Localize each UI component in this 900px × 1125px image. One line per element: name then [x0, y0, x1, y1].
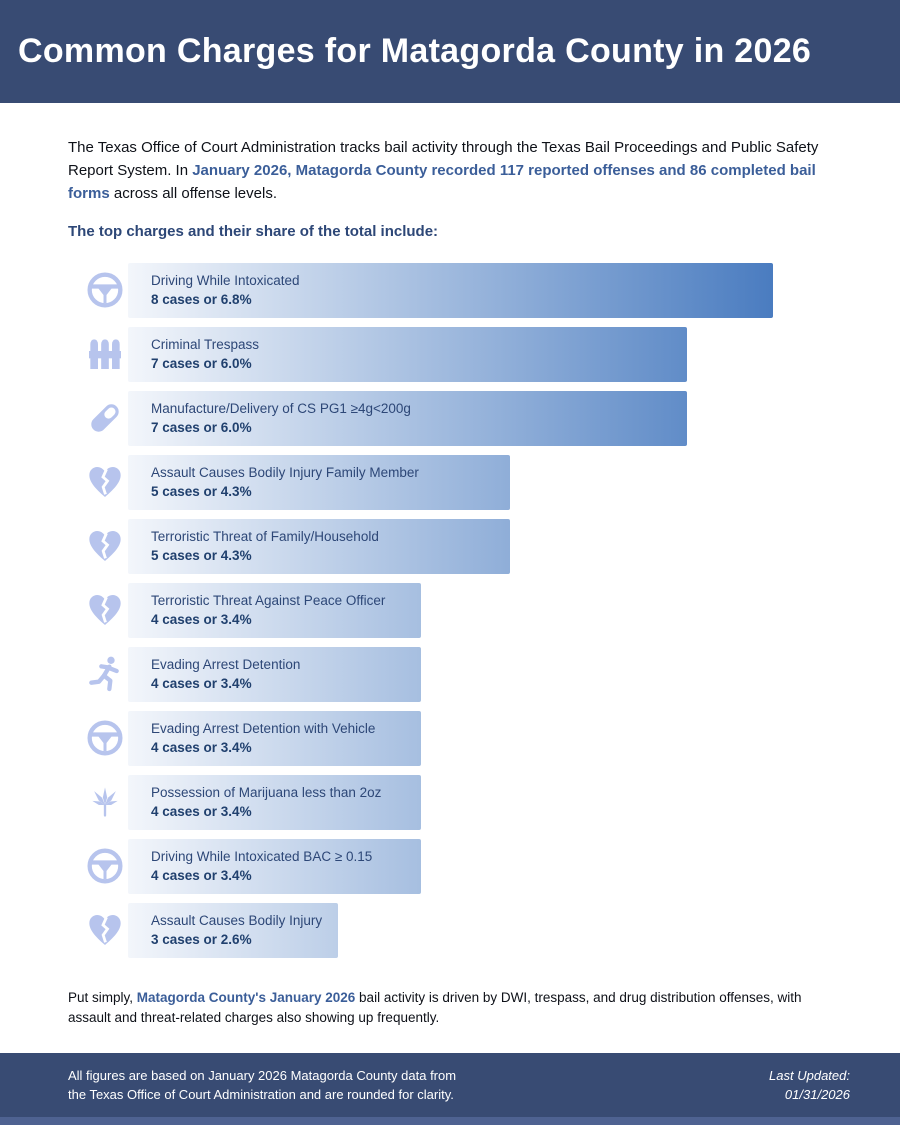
- chart-subtitle: The top charges and their share of the total include:: [68, 222, 439, 240]
- charge-bar: [128, 647, 421, 702]
- charge-bar: [128, 711, 421, 766]
- chart-row: [85, 775, 832, 830]
- charge-value: 5 cases or 4.3%: [151, 484, 252, 500]
- charge-bar: [128, 583, 421, 638]
- charge-value: 5 cases or 4.3%: [151, 548, 252, 564]
- charge-label: Driving While Intoxicated: [151, 272, 300, 288]
- footer-banner: [0, 1053, 900, 1117]
- charge-value: 3 cases or 2.6%: [151, 932, 252, 948]
- charge-bar: [128, 519, 510, 574]
- charge-bar: [128, 455, 510, 510]
- runner-icon: [85, 647, 125, 702]
- footer-last-updated: [769, 1066, 850, 1105]
- intro-highlight: January 2026, Matagorda County recorded 117 reported offenses and 86 completed bail forms: [68, 161, 816, 202]
- footer-updated-date: 01/31/2026: [784, 1087, 850, 1102]
- chart-row: [85, 263, 832, 318]
- broken-heart-icon: [85, 583, 125, 638]
- broken-heart-icon: [85, 903, 125, 958]
- charge-label: Manufacture/Delivery of CS PG1 ≥4g<200g: [151, 400, 411, 416]
- charge-label: Assault Causes Bodily Injury Family Member: [151, 464, 419, 480]
- chart-row: [85, 519, 832, 574]
- steering-wheel-icon: [85, 263, 125, 318]
- page-title: Common Charges for Matagorda County in 2026: [18, 32, 812, 70]
- chart-row: [85, 583, 832, 638]
- footer-note-line2: the Texas Office of Court Administration and are rounded for clarity.: [68, 1087, 454, 1102]
- broken-heart-icon: [85, 519, 125, 574]
- charge-value: 4 cases or 3.4%: [151, 740, 252, 756]
- chart-row: [85, 647, 832, 702]
- closing-highlight: Matagorda County's January 2026: [136, 989, 356, 1005]
- intro-text-start: The Texas Office of Court Administration tracks bail activity through the Texas Bail Proceedings and Public Safety Report System. In: [68, 139, 819, 179]
- charge-value: 4 cases or 3.4%: [151, 868, 252, 884]
- charge-value: 8 cases or 6.8%: [151, 292, 252, 308]
- chart-row: [85, 711, 832, 766]
- footer-note-line1: All figures are based on January 2026 Matagorda County data from: [68, 1067, 457, 1083]
- broken-heart-icon: [85, 455, 125, 510]
- fence-icon: [85, 327, 125, 382]
- charge-bar: [128, 775, 421, 830]
- header-banner: [0, 0, 900, 103]
- footer-note: [68, 1066, 456, 1105]
- chart-row: [85, 455, 832, 510]
- charge-value: 4 cases or 3.4%: [151, 804, 252, 820]
- closing-text-start: Put simply,: [68, 989, 137, 1005]
- charge-label: Possession of Marijuana less than 2oz: [151, 784, 382, 800]
- steering-wheel-icon: [85, 839, 125, 894]
- charge-bar: [128, 839, 421, 894]
- charge-value: 4 cases or 3.4%: [151, 676, 252, 692]
- chart-row: [85, 391, 832, 446]
- charge-value: 4 cases or 3.4%: [151, 612, 252, 628]
- intro-paragraph: [68, 137, 832, 206]
- marijuana-leaf-icon: [85, 775, 125, 830]
- intro-text-end: across all offense levels.: [109, 184, 277, 202]
- charge-bar: [128, 327, 687, 382]
- chart-row: [85, 903, 832, 958]
- pill-icon: [85, 391, 125, 446]
- main-content: [0, 103, 900, 1053]
- charge-label: Evading Arrest Detention with Vehicle: [151, 720, 376, 736]
- charge-bar: [128, 263, 773, 318]
- chart-row: [85, 327, 832, 382]
- charge-label: Terroristic Threat of Family/Household: [151, 528, 379, 544]
- charge-bar: [128, 391, 687, 446]
- bottom-accent-strip: [0, 1117, 900, 1125]
- charge-label: Driving While Intoxicated BAC ≥ 0.15: [151, 848, 373, 864]
- charge-value: 7 cases or 6.0%: [151, 420, 252, 436]
- charge-label: Evading Arrest Detention: [151, 656, 301, 672]
- charge-label: Assault Causes Bodily Injury: [151, 912, 323, 928]
- charge-bar: [128, 903, 338, 958]
- footer-updated-label: Last Updated:: [769, 1067, 850, 1083]
- closing-paragraph: [68, 988, 832, 1029]
- bar-chart: [85, 263, 832, 958]
- charge-label: Criminal Trespass: [151, 336, 260, 352]
- charge-label: Terroristic Threat Against Peace Officer: [151, 592, 386, 608]
- steering-wheel-icon: [85, 711, 125, 766]
- chart-row: [85, 839, 832, 894]
- closing-text-end: bail activity is driven by DWI, trespass, and drug distribution offenses, with assault and threat-related charges also showing up frequently.: [68, 989, 802, 1026]
- charge-value: 7 cases or 6.0%: [151, 356, 252, 372]
